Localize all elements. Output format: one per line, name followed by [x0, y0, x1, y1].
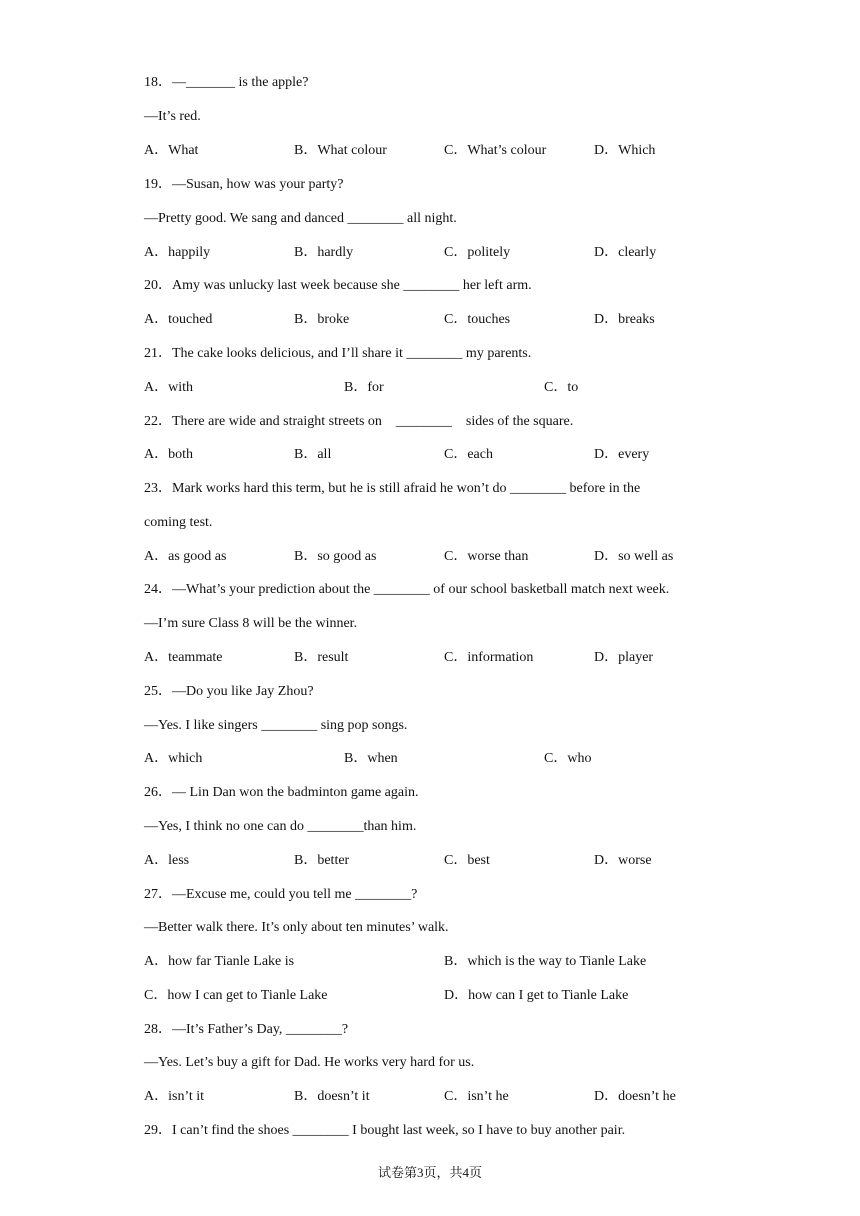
- q19-option-c: C．politely: [444, 245, 511, 260]
- q24-option-a: A．teammate: [144, 650, 223, 665]
- q28-option-c: C．isn’t he: [444, 1089, 509, 1104]
- q19-option-d: D．clearly: [594, 245, 657, 260]
- q20-option-c: C．touches: [444, 312, 511, 327]
- q20-option-a: A．touched: [144, 312, 213, 327]
- q26-option-c: C．best: [444, 853, 490, 868]
- q19-option-b: B．hardly: [294, 245, 354, 260]
- question-19-answer-line: —Pretty good. We sang and danced ________ all night.: [144, 211, 457, 226]
- q23-option-a: A．as good as: [144, 549, 227, 564]
- q19-option-a: A．happily: [144, 245, 211, 260]
- q18-option-a: A．What: [144, 143, 199, 158]
- question-28-stem: 28．—It’s Father’s Day, ________?: [144, 1022, 349, 1037]
- q23-option-c: C．worse than: [444, 549, 529, 564]
- question-23-stem: 23．Mark works hard this term, but he is still afraid he won’t do ________ before in the: [144, 481, 641, 496]
- q18-option-d: D．Which: [594, 143, 656, 158]
- q26-option-a: A．less: [144, 853, 190, 868]
- q27-option-c: C．how I can get to Tianle Lake: [144, 988, 328, 1003]
- q21-option-a: A．with: [144, 380, 193, 395]
- q22-option-d: D．every: [594, 447, 650, 462]
- question-19-stem: 19．—Susan, how was your party?: [144, 177, 344, 192]
- q20-option-d: D．breaks: [594, 312, 655, 327]
- q20-option-b: B．broke: [294, 312, 350, 327]
- q21-option-c: C．to: [544, 380, 579, 395]
- q27-option-a: A．how far Tianle Lake is: [144, 954, 295, 969]
- q25-option-c: C．who: [544, 751, 592, 766]
- q23-option-b: B．so good as: [294, 549, 377, 564]
- q22-option-b: B．all: [294, 447, 332, 462]
- question-18-answer-line: —It’s red.: [144, 109, 201, 124]
- q28-option-d: D．doesn’t he: [594, 1089, 676, 1104]
- q28-option-b: B．doesn’t it: [294, 1089, 370, 1104]
- q24-option-d: D．player: [594, 650, 654, 665]
- question-24-stem: 24．—What’s your prediction about the ________ of our school basketball match next week.: [144, 582, 670, 597]
- question-20-stem: 20．Amy was unlucky last week because she ________ her left arm.: [144, 278, 532, 293]
- question-29-stem: 29．I can’t find the shoes ________ I bought last week, so I have to buy another pair.: [144, 1123, 626, 1138]
- question-25-answer-line: —Yes. I like singers ________ sing pop songs.: [144, 718, 408, 733]
- q23-option-d: D．so well as: [594, 549, 674, 564]
- q25-option-a: A．which: [144, 751, 203, 766]
- question-26-answer-line: —Yes, I think no one can do ________than him.: [144, 819, 417, 834]
- q18-option-c: C．What’s colour: [444, 143, 547, 158]
- question-22-stem: 22．There are wide and straight streets on ________ sides of the square.: [144, 414, 574, 429]
- q28-option-a: A．isn’t it: [144, 1089, 205, 1104]
- q22-option-c: C．each: [444, 447, 493, 462]
- q18-option-b: B．What colour: [294, 143, 387, 158]
- question-28-answer-line: —Yes. Let’s buy a gift for Dad. He works very hard for us.: [144, 1055, 475, 1070]
- question-21-stem: 21．The cake looks delicious, and I’ll share it ________ my parents.: [144, 346, 532, 361]
- q22-option-a: A．both: [144, 447, 193, 462]
- q26-option-d: D．worse: [594, 853, 652, 868]
- question-27-stem: 27．—Excuse me, could you tell me ________?: [144, 887, 418, 902]
- question-18-stem: 18．—_______ is the apple?: [144, 75, 309, 90]
- q26-option-b: B．better: [294, 853, 350, 868]
- question-26-stem: 26．— Lin Dan won the badminton game again.: [144, 785, 419, 800]
- q27-option-d: D．how can I get to Tianle Lake: [444, 988, 629, 1003]
- question-23-stem-continued: coming test.: [144, 515, 213, 530]
- question-27-answer-line: —Better walk there. It’s only about ten minutes’ walk.: [144, 920, 449, 935]
- page-footer: 试卷第3页，共4页: [377, 1165, 482, 1180]
- q24-option-c: C．information: [444, 650, 534, 665]
- question-24-answer-line: —I’m sure Class 8 will be the winner.: [144, 616, 358, 631]
- question-25-stem: 25．—Do you like Jay Zhou?: [144, 684, 314, 699]
- q24-option-b: B．result: [294, 650, 349, 665]
- q21-option-b: B．for: [344, 380, 384, 395]
- q25-option-b: B．when: [344, 751, 398, 766]
- q27-option-b: B．which is the way to Tianle Lake: [444, 954, 647, 969]
